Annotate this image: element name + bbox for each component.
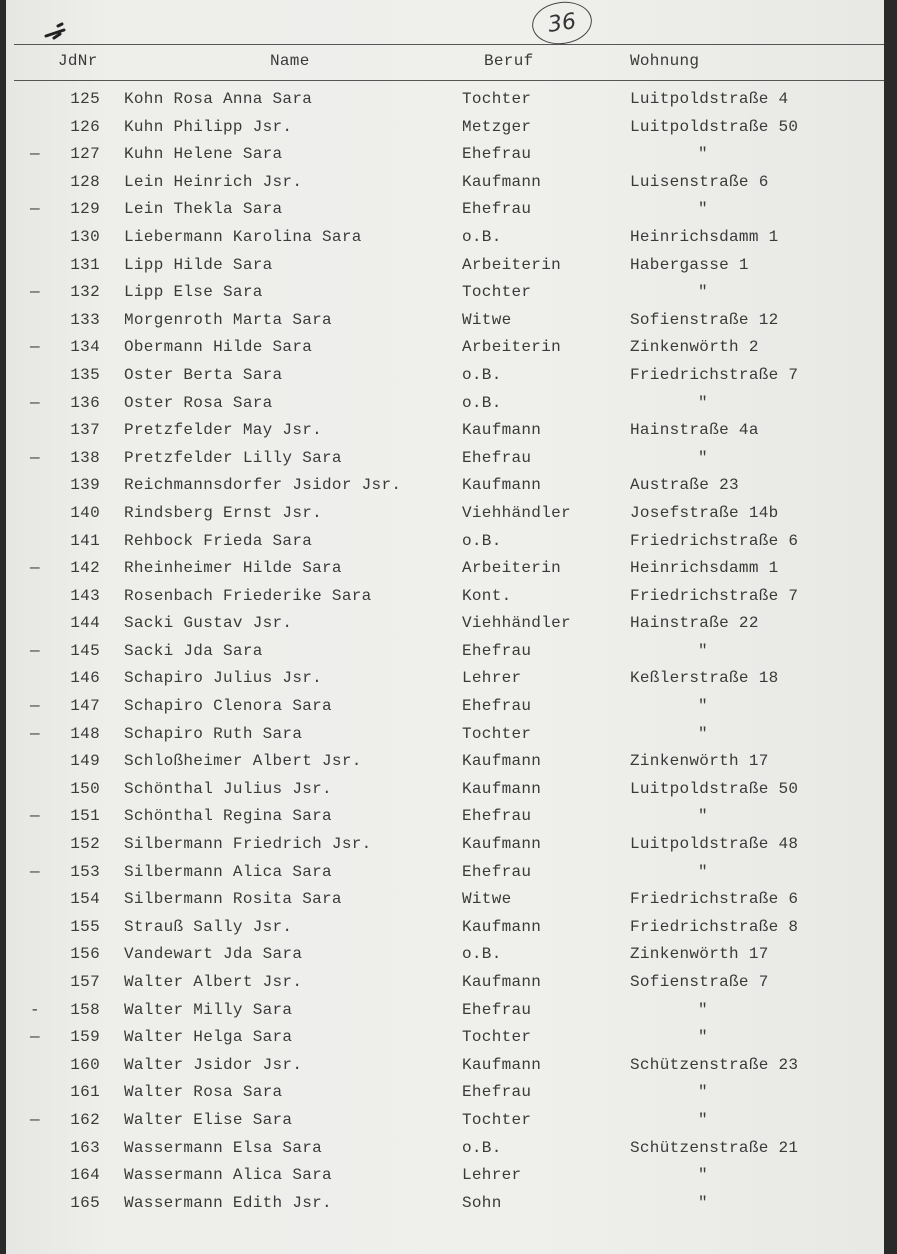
ink-mark-icon	[44, 22, 70, 42]
page-number: 36	[529, 0, 594, 48]
table-row	[6, 337, 884, 365]
table-row	[6, 89, 884, 117]
table-row	[6, 917, 884, 945]
row-name: Schloßheimer Albert Jsr.	[124, 752, 362, 771]
row-number: 161	[70, 1083, 100, 1102]
row-name: Kuhn Philipp Jsr.	[124, 117, 293, 136]
row-name: Pretzfelder May Jsr.	[124, 421, 323, 440]
row-wohnung: "	[698, 862, 708, 881]
row-wohnung: Habergasse 1	[630, 255, 749, 274]
row-dash-mark: —	[30, 862, 40, 881]
table-row	[6, 779, 884, 807]
row-name: Lipp Else Sara	[124, 283, 263, 302]
row-name: Walter Elise Sara	[124, 1110, 293, 1129]
row-name: Schapiro Clenora Sara	[124, 697, 332, 716]
row-number: 131	[70, 255, 100, 274]
row-dash-mark: -	[30, 1000, 40, 1019]
row-beruf: o.B.	[462, 227, 502, 246]
table-row	[6, 1193, 884, 1221]
table-row	[6, 310, 884, 338]
row-number: 159	[70, 1028, 100, 1047]
table-row	[6, 724, 884, 752]
row-dash-mark: —	[30, 1028, 40, 1047]
row-number: 156	[70, 945, 100, 964]
row-number: 132	[70, 283, 100, 302]
row-number: 133	[70, 310, 100, 329]
table-row	[6, 448, 884, 476]
row-beruf: Kaufmann	[462, 421, 542, 440]
row-name: Wassermann Edith Jsr.	[124, 1193, 332, 1212]
table-row	[6, 503, 884, 531]
header-name: Name	[270, 52, 310, 70]
row-name: Schönthal Julius Jsr.	[124, 779, 332, 798]
row-dash-mark: —	[30, 641, 40, 660]
row-dash-mark: —	[30, 393, 40, 412]
row-wohnung: Zinkenwörth 17	[630, 945, 769, 964]
header-rule-bottom	[14, 80, 884, 81]
row-name: Walter Milly Sara	[124, 1000, 293, 1019]
row-number: 144	[70, 614, 100, 633]
row-beruf: Witwe	[462, 310, 512, 329]
row-wohnung: Austraße 23	[630, 476, 739, 495]
row-name: Liebermann Karolina Sara	[124, 227, 362, 246]
row-wohnung: Friedrichstraße 8	[630, 917, 799, 936]
row-number: 134	[70, 338, 100, 357]
row-number: 137	[70, 421, 100, 440]
row-number: 163	[70, 1138, 100, 1157]
table-row	[6, 696, 884, 724]
table-row	[6, 475, 884, 503]
row-number: 139	[70, 476, 100, 495]
row-name: Sacki Jda Sara	[124, 641, 263, 660]
row-beruf: Kaufmann	[462, 835, 542, 854]
row-beruf: Arbeiterin	[462, 559, 562, 578]
row-wohnung: Luitpoldstraße 50	[630, 779, 799, 798]
row-beruf: Witwe	[462, 890, 512, 909]
table-row	[6, 199, 884, 227]
row-wohnung: Hainstraße 4a	[630, 421, 759, 440]
row-name: Wassermann Alica Sara	[124, 1166, 332, 1185]
table-row	[6, 282, 884, 310]
row-beruf: Arbeiterin	[462, 255, 562, 274]
row-wohnung: Sofienstraße 7	[630, 973, 769, 991]
row-beruf: Sohn	[462, 1193, 502, 1212]
row-wohnung: Zinkenwörth 2	[630, 338, 759, 357]
table-row	[6, 420, 884, 448]
row-name: Rindsberg Ernst Jsr.	[124, 503, 323, 522]
row-number: 147	[70, 697, 100, 716]
row-beruf: Kaufmann	[462, 917, 542, 936]
row-beruf: o.B.	[462, 365, 502, 384]
row-beruf: Kaufmann	[462, 779, 542, 798]
row-number: 135	[70, 365, 100, 384]
row-beruf: o.B.	[462, 393, 502, 412]
row-number: 157	[70, 973, 100, 991]
row-name: Schapiro Ruth Sara	[124, 724, 303, 743]
table-row	[6, 972, 884, 1000]
row-name: Silbermann Friedrich Jsr.	[124, 835, 372, 854]
row-wohnung: "	[698, 724, 708, 743]
row-name: Vandewart Jda Sara	[124, 945, 303, 964]
row-beruf: Arbeiterin	[462, 338, 562, 357]
row-beruf: Ehefrau	[462, 1083, 532, 1102]
table-row	[6, 751, 884, 779]
table-row	[6, 944, 884, 972]
row-number: 138	[70, 448, 100, 467]
document-page	[6, 0, 884, 1254]
row-wohnung: Luisenstraße 6	[630, 172, 769, 191]
row-wohnung: Luitpoldstraße 50	[630, 117, 799, 136]
row-beruf: Ehefrau	[462, 448, 532, 467]
row-beruf: Metzger	[462, 117, 532, 136]
row-wohnung: "	[698, 145, 708, 164]
row-wohnung: "	[698, 1083, 708, 1102]
table-row	[6, 393, 884, 421]
row-name: Wassermann Elsa Sara	[124, 1138, 323, 1157]
table-row	[6, 586, 884, 614]
table-row	[6, 172, 884, 200]
row-number: 127	[70, 145, 100, 164]
table-row	[6, 613, 884, 641]
row-beruf: Tochter	[462, 283, 532, 302]
row-wohnung: Josefstraße 14b	[630, 503, 779, 522]
row-beruf: Ehefrau	[462, 145, 532, 164]
row-number: 140	[70, 503, 100, 522]
table-row	[6, 531, 884, 559]
row-number: 129	[70, 200, 100, 219]
row-wohnung: "	[698, 641, 708, 660]
row-beruf: Lehrer	[462, 669, 522, 688]
table-row	[6, 641, 884, 669]
row-dash-mark: —	[30, 283, 40, 302]
row-beruf: Ehefrau	[462, 862, 532, 881]
table-row	[6, 558, 884, 586]
row-number: 130	[70, 227, 100, 246]
table-row	[6, 144, 884, 172]
table-header	[6, 52, 884, 76]
row-beruf: o.B.	[462, 1138, 502, 1157]
row-name: Pretzfelder Lilly Sara	[124, 448, 342, 467]
row-name: Walter Rosa Sara	[124, 1083, 283, 1102]
row-name: Rosenbach Friederike Sara	[124, 586, 372, 605]
row-beruf: Tochter	[462, 1110, 532, 1129]
row-wohnung: "	[698, 200, 708, 219]
row-name: Walter Helga Sara	[124, 1028, 293, 1047]
header-rule-top	[14, 44, 884, 45]
row-name: Silbermann Rosita Sara	[124, 890, 342, 909]
row-number: 128	[70, 172, 100, 191]
table-row	[6, 227, 884, 255]
row-wohnung: Heinrichsdamm 1	[630, 227, 779, 246]
row-number: 149	[70, 752, 100, 771]
row-number: 164	[70, 1166, 100, 1185]
row-wohnung: "	[698, 448, 708, 467]
row-wohnung: "	[698, 393, 708, 412]
table-row	[6, 862, 884, 890]
table-row	[6, 1110, 884, 1138]
row-wohnung: "	[698, 1193, 708, 1212]
row-name: Kohn Rosa Anna Sara	[124, 90, 313, 108]
row-number: 150	[70, 779, 100, 798]
row-beruf: Ehefrau	[462, 641, 532, 660]
row-name: Sacki Gustav Jsr.	[124, 614, 293, 633]
row-number: 146	[70, 669, 100, 688]
row-dash-mark: —	[30, 697, 40, 716]
header-beruf: Beruf	[484, 52, 534, 70]
table-row	[6, 806, 884, 834]
row-name: Walter Albert Jsr.	[124, 973, 303, 991]
row-name: Morgenroth Marta Sara	[124, 310, 332, 329]
header-nr: JdNr	[58, 52, 98, 70]
row-dash-mark: —	[30, 448, 40, 467]
row-wohnung: "	[698, 1110, 708, 1129]
row-name: Rehbock Frieda Sara	[124, 531, 313, 550]
row-beruf: Tochter	[462, 1028, 532, 1047]
row-beruf: Kont.	[462, 586, 512, 605]
row-beruf: Ehefrau	[462, 1000, 532, 1019]
row-name: Strauß Sally Jsr.	[124, 917, 293, 936]
row-number: 151	[70, 807, 100, 826]
row-name: Obermann Hilde Sara	[124, 338, 313, 357]
table-row	[6, 117, 884, 145]
row-beruf: Kaufmann	[462, 973, 542, 991]
row-beruf: Tochter	[462, 724, 532, 743]
row-name: Schapiro Julius Jsr.	[124, 669, 323, 688]
table-body	[6, 89, 884, 1220]
row-number: 154	[70, 890, 100, 909]
row-wohnung: Luitpoldstraße 4	[630, 90, 789, 108]
row-wohnung: Friedrichstraße 6	[630, 890, 799, 909]
row-name: Reichmannsdorfer Jsidor Jsr.	[124, 476, 402, 495]
row-number: 143	[70, 586, 100, 605]
table-row	[6, 668, 884, 696]
row-number: 145	[70, 641, 100, 660]
row-beruf: Kaufmann	[462, 476, 542, 495]
row-wohnung: "	[698, 1166, 708, 1185]
row-wohnung: Hainstraße 22	[630, 614, 759, 633]
row-beruf: Ehefrau	[462, 200, 532, 219]
row-dash-mark: —	[30, 200, 40, 219]
table-row	[6, 1027, 884, 1055]
row-beruf: Kaufmann	[462, 752, 542, 771]
table-row	[6, 1055, 884, 1083]
row-name: Lipp Hilde Sara	[124, 255, 273, 274]
row-wohnung: Friedrichstraße 7	[630, 586, 799, 605]
row-dash-mark: —	[30, 559, 40, 578]
table-row	[6, 1000, 884, 1028]
row-number: 141	[70, 531, 100, 550]
table-row	[6, 1165, 884, 1193]
row-beruf: Tochter	[462, 90, 532, 108]
table-row	[6, 1082, 884, 1110]
row-name: Oster Berta Sara	[124, 365, 283, 384]
row-wohnung: "	[698, 807, 708, 826]
row-number: 155	[70, 917, 100, 936]
row-name: Lein Thekla Sara	[124, 200, 283, 219]
row-dash-mark: —	[30, 807, 40, 826]
row-number: 126	[70, 117, 100, 136]
row-number: 162	[70, 1110, 100, 1129]
row-name: Kuhn Helene Sara	[124, 145, 283, 164]
row-beruf: Ehefrau	[462, 697, 532, 716]
header-wohnung: Wohnung	[630, 52, 700, 70]
row-number: 165	[70, 1193, 100, 1212]
row-number: 142	[70, 559, 100, 578]
row-wohnung: Schützenstraße 23	[630, 1055, 799, 1074]
row-name: Walter Jsidor Jsr.	[124, 1055, 303, 1074]
row-name: Oster Rosa Sara	[124, 393, 273, 412]
row-wohnung: Friedrichstraße 7	[630, 365, 799, 384]
row-number: 136	[70, 393, 100, 412]
row-name: Schönthal Regina Sara	[124, 807, 332, 826]
row-number: 125	[70, 90, 100, 108]
row-beruf: Viehhändler	[462, 503, 571, 522]
row-wohnung: "	[698, 1000, 708, 1019]
row-beruf: o.B.	[462, 531, 502, 550]
row-beruf: Lehrer	[462, 1166, 522, 1185]
row-number: 160	[70, 1055, 100, 1074]
table-row	[6, 365, 884, 393]
row-number: 152	[70, 835, 100, 854]
row-beruf: Viehhändler	[462, 614, 571, 633]
row-wohnung: "	[698, 1028, 708, 1047]
row-name: Lein Heinrich Jsr.	[124, 172, 303, 191]
row-wohnung: "	[698, 283, 708, 302]
table-row	[6, 889, 884, 917]
row-dash-mark: —	[30, 338, 40, 357]
row-wohnung: Friedrichstraße 6	[630, 531, 799, 550]
row-wohnung: Luitpoldstraße 48	[630, 835, 799, 854]
row-wohnung: Heinrichsdamm 1	[630, 559, 779, 578]
row-number: 158	[70, 1000, 100, 1019]
row-beruf: Ehefrau	[462, 807, 532, 826]
table-row	[6, 255, 884, 283]
row-number: 153	[70, 862, 100, 881]
row-beruf: Kaufmann	[462, 172, 542, 191]
row-beruf: o.B.	[462, 945, 502, 964]
table-row	[6, 834, 884, 862]
row-wohnung: "	[698, 697, 708, 716]
row-dash-mark: —	[30, 724, 40, 743]
row-beruf: Kaufmann	[462, 1055, 542, 1074]
row-dash-mark: —	[30, 1110, 40, 1129]
row-wohnung: Keßlerstraße 18	[630, 669, 779, 688]
row-wohnung: Schützenstraße 21	[630, 1138, 799, 1157]
row-name: Rheinheimer Hilde Sara	[124, 559, 342, 578]
row-number: 148	[70, 724, 100, 743]
row-wohnung: Sofienstraße 12	[630, 310, 779, 329]
table-row	[6, 1138, 884, 1166]
row-dash-mark: —	[30, 145, 40, 164]
row-wohnung: Zinkenwörth 17	[630, 752, 769, 771]
row-name: Silbermann Alica Sara	[124, 862, 332, 881]
